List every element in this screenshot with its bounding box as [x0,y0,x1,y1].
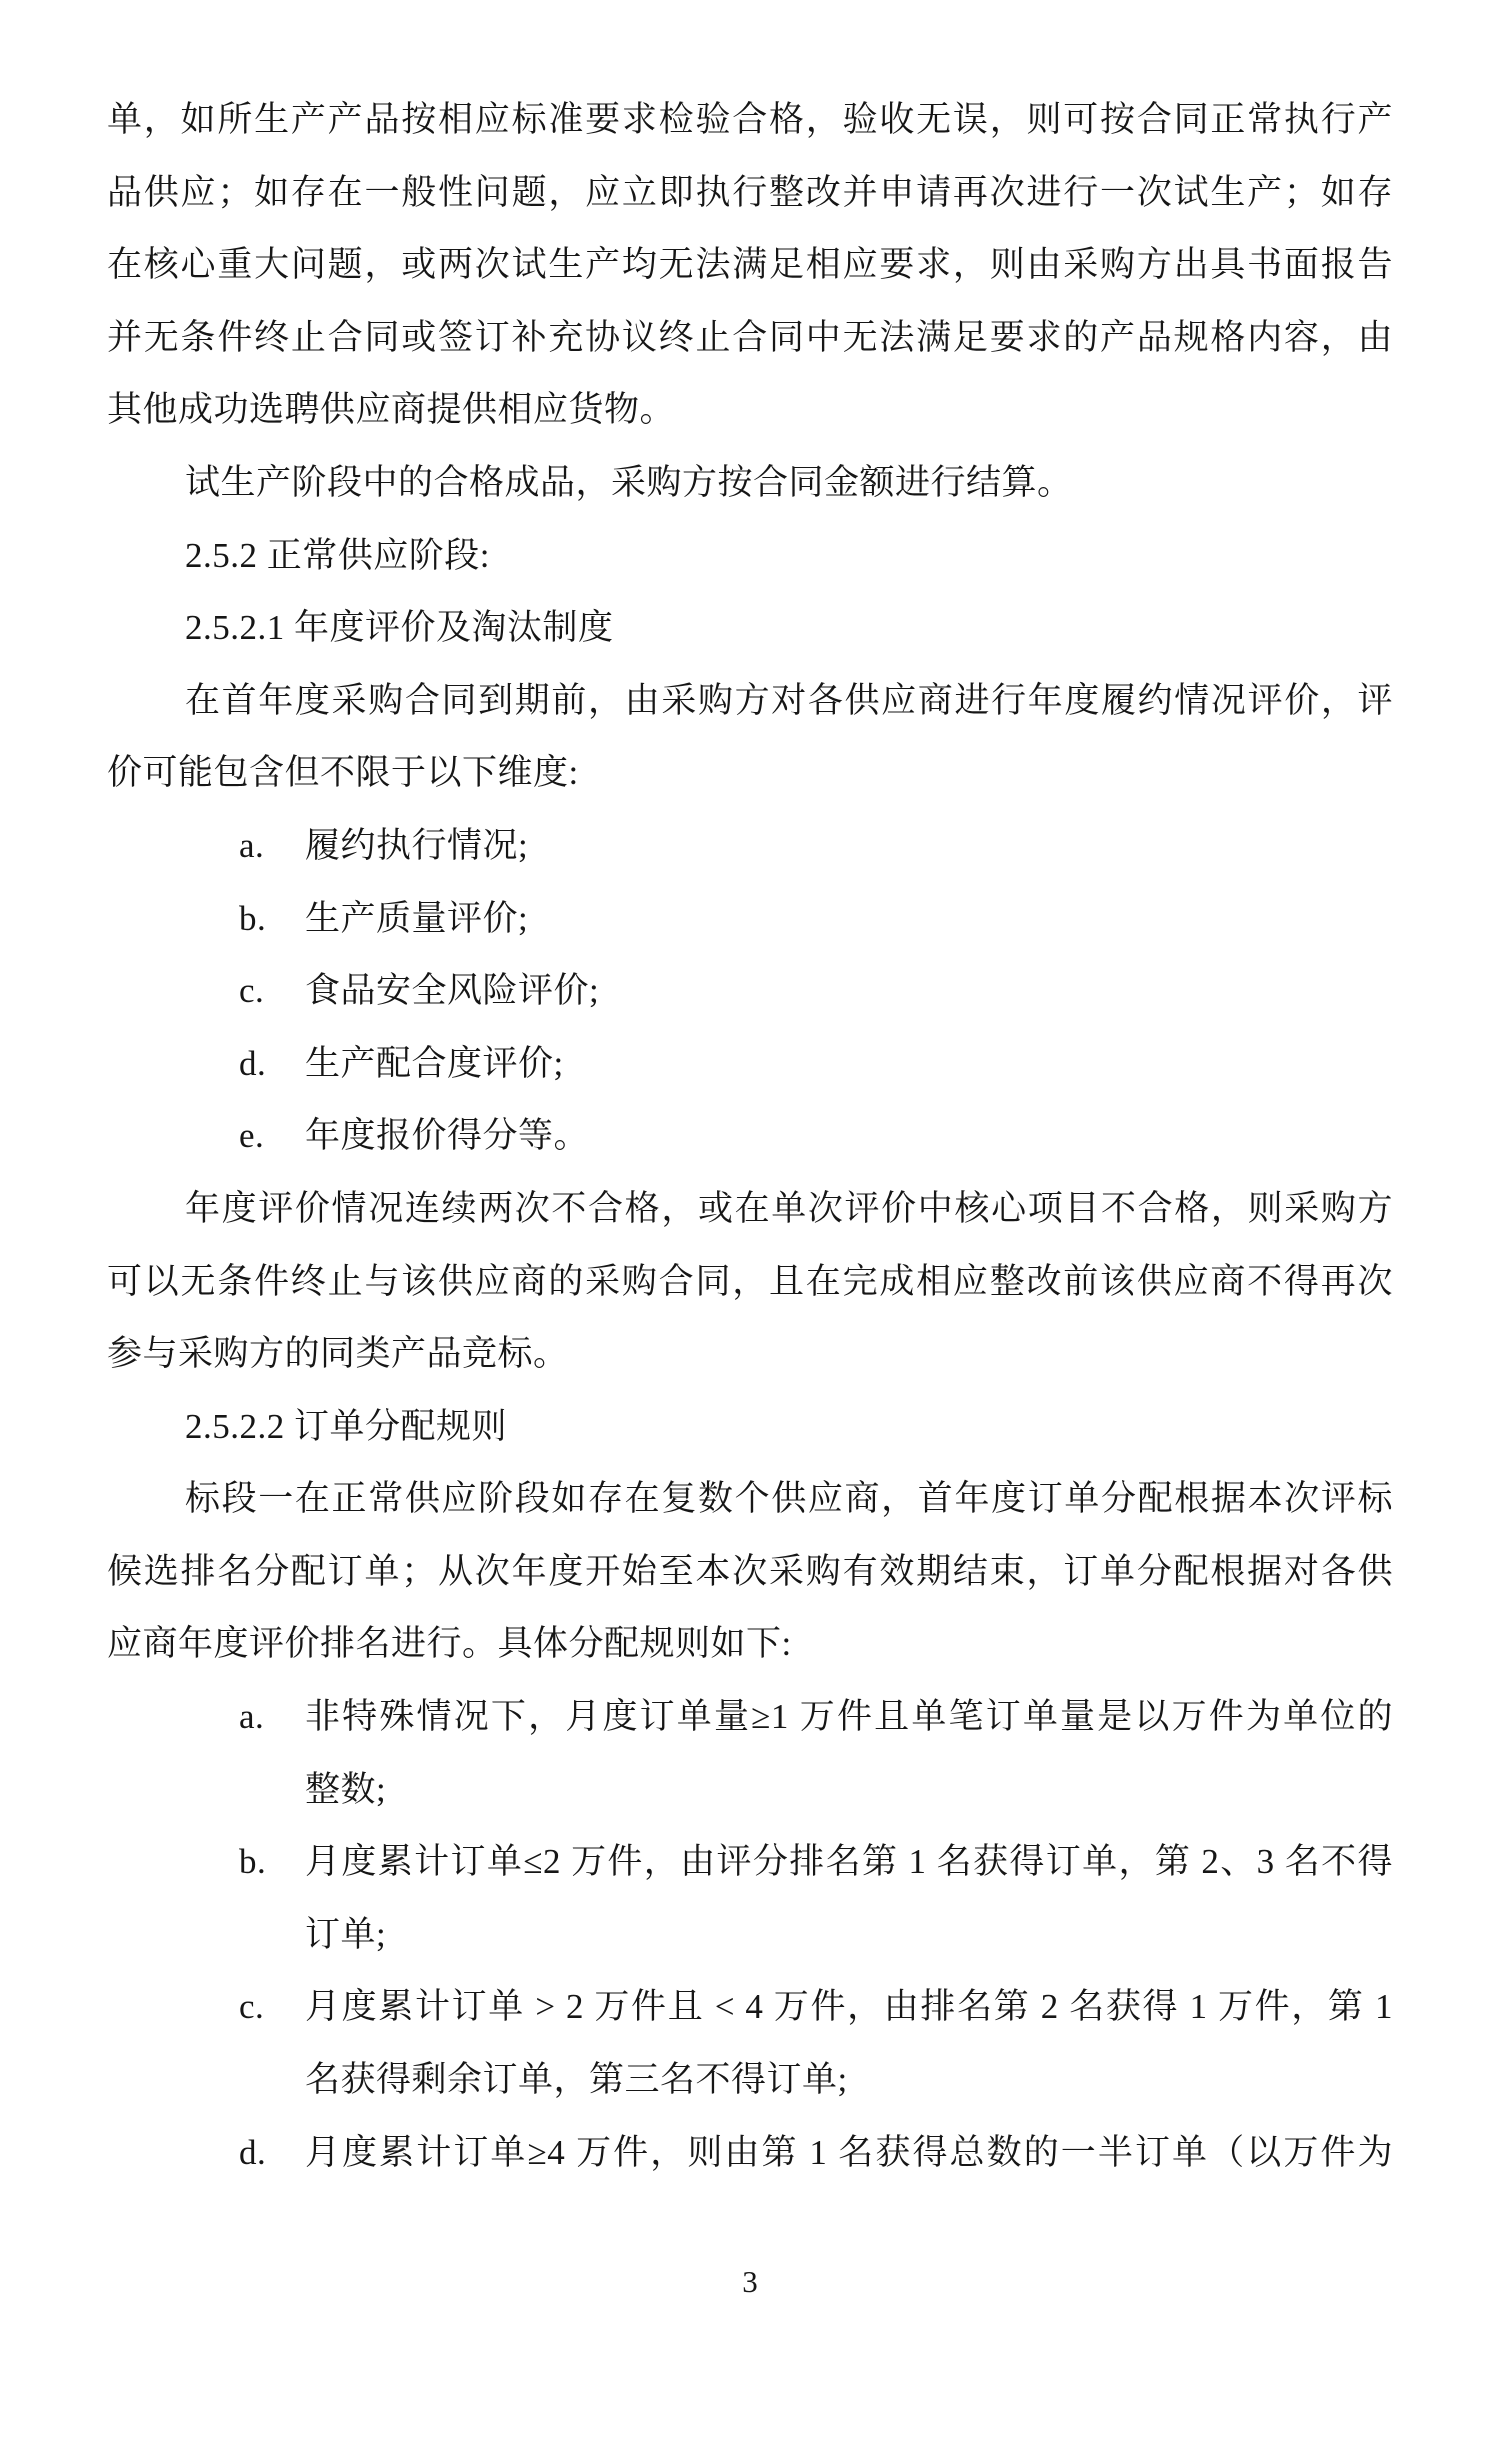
list-marker: a. [239,1697,265,1737]
list-marker: c. [239,1987,265,2027]
document-body [107,84,1393,2189]
text-line [107,955,1393,1028]
list-text: 非特殊情况下，月度订单量≥1 万件且单笔订单量是以万件为单位的 [305,1697,1393,1737]
text-line: 标段一在正常供应阶段如存在复数个供应商，首年度订单分配根据本次评标 [185,1479,1393,1519]
list-marker: b. [239,1842,267,1882]
text-line [107,810,1393,883]
text-line: 2.5.2 正常供应阶段: [185,535,490,575]
text-line [107,1028,1393,1101]
text-line: 试生产阶段中的合格成品，采购方按合同金额进行结算。 [185,462,1073,502]
list-marker: c. [239,971,265,1011]
list-marker: d. [239,2132,267,2172]
text-line [107,1971,1393,2044]
text-line: 整数; [305,1769,387,1809]
text-line: 并无条件终止合同或签订补充协议终止合同中无法满足要求的产品规格内容，由 [107,317,1393,357]
text-line [107,883,1393,956]
list-marker: b. [239,898,267,938]
text-line: 年度评价情况连续两次不合格，或在单次评价中核心项目不合格，则采购方 [185,1188,1393,1228]
list-text: 履约执行情况; [305,825,529,865]
list-text: 食品安全风险评价; [305,971,600,1011]
text-line: 名获得剩余订单，第三名不得订单; [305,2060,848,2100]
text-line: 其他成功选聘供应商提供相应货物。 [107,390,676,430]
list-text: 月度累计订单≥4 万件，则由第 1 名获得总数的一半订单（以万件为 [305,2132,1393,2172]
text-line: 在核心重大问题，或两次试生产均无法满足相应要求，则由采购方出具书面报告 [107,245,1393,285]
text-line: 价可能包含但不限于以下维度: [107,753,579,793]
text-line [107,1100,1393,1173]
text-line [107,2117,1393,2190]
list-marker: a. [239,825,265,865]
text-line: 候选排名分配订单；从次年度开始至本次采购有效期结束，订单分配根据对各供 [107,1551,1393,1591]
text-line: 单，如所生产产品按相应标准要求检验合格，验收无误，则可按合同正常执行产 [107,100,1393,139]
text-line: 订单; [305,1914,387,1954]
text-line: 品供应；如存在一般性问题，应立即执行整改并申请再次进行一次试生产；如存 [107,172,1393,212]
list-marker: e. [239,1116,265,1156]
text-line: 可以无条件终止与该供应商的采购合同，且在完成相应整改前该供应商不得再次 [107,1261,1393,1301]
list-text: 生产配合度评价; [305,1043,564,1083]
text-line: 2.5.2.1 年度评价及淘汰制度 [185,608,614,648]
text-line: 2.5.2.2 订单分配规则 [185,1406,508,1446]
text-line: 在首年度采购合同到期前，由采购方对各供应商进行年度履约情况评价，评 [185,680,1393,720]
page-number: 3 [742,2264,758,2299]
text-line [107,1681,1393,1754]
text-line [107,1826,1393,1899]
list-text: 月度累计订单≤2 万件，由评分排名第 1 名获得订单，第 2、3 名不得 [305,1842,1393,1882]
list-text: 月度累计订单 > 2 万件且 < 4 万件，由排名第 2 名获得 1 万件，第 1 [305,1987,1393,2027]
text-line: 应商年度评价排名进行。具体分配规则如下: [107,1624,792,1664]
list-text: 年度报价得分等。 [305,1116,590,1156]
list-marker: d. [239,1043,267,1083]
list-text: 生产质量评价; [305,898,529,938]
text-line: 参与采购方的同类产品竞标。 [107,1334,569,1374]
